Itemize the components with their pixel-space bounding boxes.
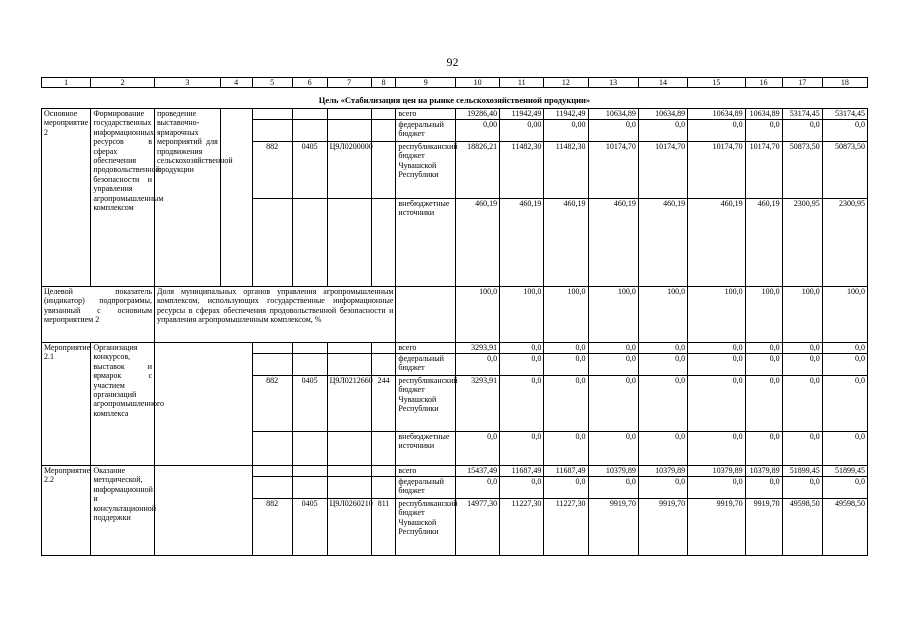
column-number: 15: [688, 78, 746, 88]
amount-cell: 0,0: [745, 477, 782, 499]
amount-cell: 0,0: [822, 432, 867, 466]
empty-cell: [396, 287, 456, 343]
indicator-value: 100,0: [455, 287, 499, 343]
event-description: Оказание методической, информационной и консультационной поддержки: [91, 466, 155, 556]
amount-cell: 0,0: [745, 432, 782, 466]
amount-cell: 10634,89: [588, 109, 638, 120]
amount-cell: 0,0: [782, 120, 822, 142]
table-row: [42, 109, 868, 120]
code-section: 0405: [292, 376, 327, 432]
code-grbs: [252, 477, 292, 499]
amount-cell: 0,0: [588, 343, 638, 354]
funding-source: республиканский бюджет Чувашской Республики: [396, 499, 456, 556]
amount-cell: 0,0: [638, 477, 687, 499]
column-number: 2: [91, 78, 155, 88]
code-target-article: [327, 343, 371, 354]
code-section: [292, 432, 327, 466]
code-section: [292, 354, 327, 376]
amount-cell: 0,0: [588, 354, 638, 376]
budget-table: [41, 77, 868, 556]
amount-cell: 50873,50: [822, 142, 867, 199]
column-number: 17: [782, 78, 822, 88]
indicator-label: Целевой показатель (индикатор) подпрограммы, увязанный с основным мероприятием 2: [42, 287, 155, 343]
event-description: Формирование государственных информационных ресурсов в сферах обеспечения продовольственной безопасности и управления агропромышленным комплексом: [91, 109, 155, 287]
indicator-value: 100,0: [638, 287, 687, 343]
amount-cell: 0,0: [500, 376, 544, 432]
code-target-article: [327, 432, 371, 466]
amount-cell: 0,0: [638, 432, 687, 466]
code-target-article: Ц9Л0260210: [327, 499, 371, 556]
amount-cell: 9919,70: [745, 499, 782, 556]
table-body: [42, 78, 868, 556]
amount-cell: 460,19: [638, 199, 687, 287]
amount-cell: 18826,21: [455, 142, 499, 199]
column-number: 6: [292, 78, 327, 88]
amount-cell: 0,0: [688, 432, 746, 466]
amount-cell: 10634,89: [688, 109, 746, 120]
indicator-value: 100,0: [745, 287, 782, 343]
funding-source: республиканский бюджет Чувашской Республики: [396, 376, 456, 432]
code-section: [292, 477, 327, 499]
code-section: [292, 343, 327, 354]
code-expense-type: [371, 466, 396, 477]
code-section: 0405: [292, 142, 327, 199]
indicator-value: 100,0: [544, 287, 588, 343]
amount-cell: 0,0: [745, 343, 782, 354]
code-expense-type: 811: [371, 499, 396, 556]
column-number: 3: [155, 78, 221, 88]
code-target-article: [327, 354, 371, 376]
code-grbs: [252, 109, 292, 120]
amount-cell: 49598,50: [822, 499, 867, 556]
code-target-article: [327, 199, 371, 287]
amount-cell: 10379,89: [638, 466, 687, 477]
amount-cell: 460,19: [588, 199, 638, 287]
amount-cell: 51899,45: [822, 466, 867, 477]
amount-cell: 9919,70: [588, 499, 638, 556]
funding-source: федеральный бюджет: [396, 120, 456, 142]
amount-cell: 460,19: [544, 199, 588, 287]
amount-cell: 0,0: [588, 432, 638, 466]
code-section: [292, 109, 327, 120]
column-number-row: [42, 78, 868, 88]
amount-cell: 0,0: [688, 376, 746, 432]
amount-cell: 11687,49: [500, 466, 544, 477]
code-expense-type: [371, 477, 396, 499]
indicator-value: 100,0: [588, 287, 638, 343]
event-name: Основное мероприятие 2: [42, 109, 91, 287]
column-number: 18: [822, 78, 867, 88]
event-name: Мероприятие 2.2: [42, 466, 91, 556]
amount-cell: 0,0: [544, 376, 588, 432]
amount-cell: 0,0: [500, 354, 544, 376]
amount-cell: 0,0: [782, 376, 822, 432]
column-number: 13: [588, 78, 638, 88]
amount-cell: 10634,89: [638, 109, 687, 120]
empty-cell: [220, 109, 252, 287]
column-number: 11: [500, 78, 544, 88]
amount-cell: 0,0: [588, 376, 638, 432]
amount-cell: 0,0: [688, 343, 746, 354]
code-grbs: [252, 354, 292, 376]
code-target-article: Ц9Л0212660: [327, 376, 371, 432]
funding-source: всего: [396, 466, 456, 477]
amount-cell: 0,0: [822, 376, 867, 432]
empty-cell: [155, 466, 253, 556]
code-target-article: [327, 120, 371, 142]
amount-cell: 19286,40: [455, 109, 499, 120]
amount-cell: 0,0: [745, 354, 782, 376]
amount-cell: 0,0: [782, 477, 822, 499]
amount-cell: 0,0: [455, 477, 499, 499]
indicator-text: Доля муниципальных органов управления агропромышленным комплексом, использующих государственные информационные ресурсы в сферах обеспечения продовольственной безопасности и управления агропромышленным комплексом, %: [155, 287, 396, 343]
amount-cell: 0,0: [455, 432, 499, 466]
amount-cell: 50873,50: [782, 142, 822, 199]
amount-cell: 10379,89: [588, 466, 638, 477]
amount-cell: 0,0: [688, 120, 746, 142]
column-number: 5: [252, 78, 292, 88]
amount-cell: 0,0: [638, 354, 687, 376]
amount-cell: 0,0: [544, 343, 588, 354]
code-grbs: 882: [252, 142, 292, 199]
amount-cell: 2300,95: [822, 199, 867, 287]
amount-cell: 10174,70: [638, 142, 687, 199]
amount-cell: 0,0: [745, 376, 782, 432]
amount-cell: 3293,91: [455, 376, 499, 432]
amount-cell: 11687,49: [544, 466, 588, 477]
funding-source: внебюджетные источники: [396, 432, 456, 466]
amount-cell: 10634,89: [745, 109, 782, 120]
amount-cell: 0,0: [500, 432, 544, 466]
amount-cell: 14977,30: [455, 499, 499, 556]
code-grbs: [252, 466, 292, 477]
event-name: Мероприятие 2.1: [42, 343, 91, 466]
amount-cell: 0,0: [822, 343, 867, 354]
column-number: 7: [327, 78, 371, 88]
amount-cell: 460,19: [455, 199, 499, 287]
amount-cell: 460,19: [688, 199, 746, 287]
amount-cell: 0,00: [455, 120, 499, 142]
amount-cell: 0,0: [688, 477, 746, 499]
amount-cell: 11482,30: [544, 142, 588, 199]
amount-cell: 0,0: [455, 354, 499, 376]
indicator-value: 100,0: [822, 287, 867, 343]
amount-cell: 0,00: [500, 120, 544, 142]
code-grbs: [252, 120, 292, 142]
amount-cell: 0,0: [588, 120, 638, 142]
code-grbs: [252, 432, 292, 466]
code-expense-type: [371, 199, 396, 287]
goal-row: [42, 94, 868, 109]
code-grbs: [252, 199, 292, 287]
event-activity: проведение выставочно-ярмарочных мероприятий для продвижения сельскохозяйственной продукции: [155, 109, 221, 287]
amount-cell: 0,0: [638, 376, 687, 432]
empty-cell: [155, 343, 253, 466]
code-grbs: [252, 343, 292, 354]
amount-cell: 460,19: [500, 199, 544, 287]
code-section: 0405: [292, 499, 327, 556]
code-expense-type: [371, 120, 396, 142]
event-description: Организация конкурсов, выставок и ярмарок с участием организаций агропромышленного комплекса: [91, 343, 155, 466]
amount-cell: 0,0: [544, 432, 588, 466]
amount-cell: 460,19: [745, 199, 782, 287]
indicator-row: [42, 287, 868, 343]
amount-cell: 11482,30: [500, 142, 544, 199]
funding-source: всего: [396, 343, 456, 354]
amount-cell: 0,0: [782, 343, 822, 354]
amount-cell: 0,0: [822, 354, 867, 376]
code-expense-type: [371, 109, 396, 120]
page-number: 92: [446, 55, 459, 69]
code-expense-type: 244: [371, 376, 396, 432]
column-number: 8: [371, 78, 396, 88]
amount-cell: 0,0: [782, 432, 822, 466]
code-expense-type: [371, 343, 396, 354]
code-section: [292, 120, 327, 142]
amount-cell: 11227,30: [544, 499, 588, 556]
code-grbs: 882: [252, 499, 292, 556]
column-number: 1: [42, 78, 91, 88]
amount-cell: 53174,45: [822, 109, 867, 120]
indicator-value: 100,0: [688, 287, 746, 343]
amount-cell: 0,0: [638, 120, 687, 142]
column-number: 9: [396, 78, 456, 88]
indicator-value: 100,0: [500, 287, 544, 343]
code-target-article: [327, 477, 371, 499]
goal-title: Цель «Стабилизация цен на рынке сельскохозяйственной продукции»: [42, 94, 868, 109]
code-section: [292, 466, 327, 477]
code-target-article: [327, 109, 371, 120]
code-target-article: Ц9Л0200000: [327, 142, 371, 199]
amount-cell: 10174,70: [745, 142, 782, 199]
amount-cell: 0,0: [822, 120, 867, 142]
amount-cell: 0,0: [822, 477, 867, 499]
amount-cell: 11227,30: [500, 499, 544, 556]
column-number: 16: [745, 78, 782, 88]
column-number: 4: [220, 78, 252, 88]
table-row: [42, 466, 868, 477]
amount-cell: 49598,50: [782, 499, 822, 556]
amount-cell: 0,0: [544, 354, 588, 376]
funding-source: внебюджетные источники: [396, 199, 456, 287]
indicator-value: 100,0: [782, 287, 822, 343]
amount-cell: 0,0: [588, 477, 638, 499]
amount-cell: 10379,89: [745, 466, 782, 477]
code-expense-type: [371, 142, 396, 199]
amount-cell: 2300,95: [782, 199, 822, 287]
amount-cell: 0,0: [544, 477, 588, 499]
funding-source: республиканский бюджет Чувашской Республики: [396, 142, 456, 199]
amount-cell: 0,0: [500, 343, 544, 354]
code-target-article: [327, 466, 371, 477]
table-row: [42, 343, 868, 354]
amount-cell: 53174,45: [782, 109, 822, 120]
code-section: [292, 199, 327, 287]
amount-cell: 10174,70: [588, 142, 638, 199]
amount-cell: 10174,70: [688, 142, 746, 199]
amount-cell: 9919,70: [688, 499, 746, 556]
amount-cell: 11942,49: [500, 109, 544, 120]
amount-cell: 9919,70: [638, 499, 687, 556]
amount-cell: 10379,89: [688, 466, 746, 477]
amount-cell: 0,0: [782, 354, 822, 376]
code-expense-type: [371, 354, 396, 376]
funding-source: федеральный бюджет: [396, 477, 456, 499]
amount-cell: 51899,45: [782, 466, 822, 477]
code-expense-type: [371, 432, 396, 466]
amount-cell: 0,0: [688, 354, 746, 376]
column-number: 12: [544, 78, 588, 88]
amount-cell: 0,0: [745, 120, 782, 142]
column-number: 14: [638, 78, 687, 88]
funding-source: федеральный бюджет: [396, 354, 456, 376]
amount-cell: 15437,49: [455, 466, 499, 477]
column-number: 10: [455, 78, 499, 88]
funding-source: всего: [396, 109, 456, 120]
code-grbs: 882: [252, 376, 292, 432]
amount-cell: 11942,49: [544, 109, 588, 120]
amount-cell: 0,00: [544, 120, 588, 142]
amount-cell: 0,0: [500, 477, 544, 499]
amount-cell: 0,0: [638, 343, 687, 354]
amount-cell: 3293,91: [455, 343, 499, 354]
